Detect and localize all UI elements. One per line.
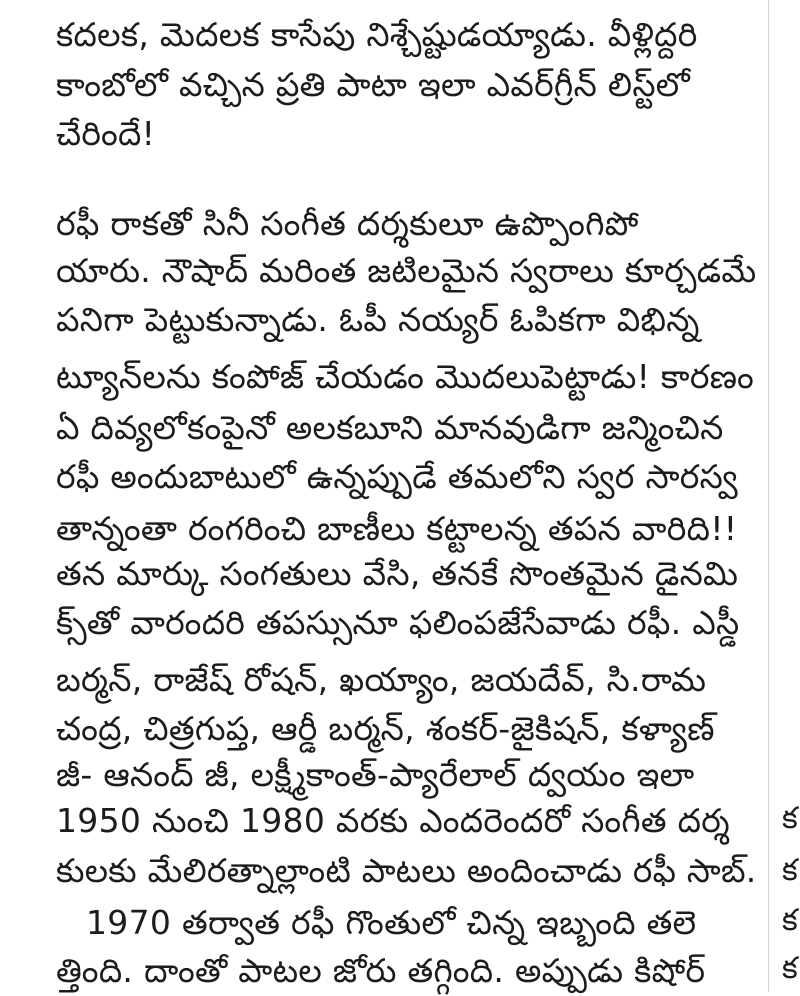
article-line: యారు. నౌషాద్ మరింత జటిలమైన స్వరాలు కూర్చడమే xyxy=(56,251,757,290)
article-line: రఫీ రాకతో సినీ సంగీత దర్శకులూ ఉప్పొంగిపో xyxy=(56,204,639,243)
article-line: తన మార్కు సంగతులు వేసి, తనకే సొంతమైన డైనమి xyxy=(56,554,739,593)
article-line: కులకు మేలిరత్నాల్లాంటి పాటలు అందించాడు రఫీ సాబ్. xyxy=(56,851,757,890)
article-line: ట్యూన్‌లను కంపోజ్ చేయడం మొదలుపెట్టాడు! కారణం xyxy=(56,357,755,396)
article-line: క్స్‌తో వారందరి తపస్సునూ ఫలింపజేసేవాడు రఫీ. ఎస్డీ xyxy=(56,603,740,642)
article-line: తాన్నంతా రంగరించి బాణీలు కట్టాలన్న తపన వారిది!! xyxy=(56,509,738,548)
article-line: త్తింది. దాంతో పాటల జోరు తగ్గింది. అప్పుడు కిషోర్ xyxy=(56,951,706,990)
article-line: కదలక, మెదలక కాసేపు నిశ్చేష్టుడయ్యాడు. వీళ్లిద్దరి xyxy=(56,15,698,54)
next-column-glyph: క xyxy=(782,951,798,986)
article-line: కాంబోలో వచ్చిన ప్రతి పాటా ఇలా ఎవర్‌గ్రీన్ లిస్ట్‌లో xyxy=(56,65,691,104)
column-divider xyxy=(768,0,769,992)
article-line: 1970 తర్వాత రఫీ గొంతులో చిన్న ఇబ్బంది తలె xyxy=(86,903,697,942)
article-line: పనిగా పెట్టుకున్నాడు. ఓపీ నయ్యర్ ఓపికగా విభిన్న xyxy=(56,300,700,339)
next-column-glyph: క xyxy=(782,903,798,938)
article-line: చంద్ర, చిత్రగుప్త, ఆర్డీ బర్మన్, శంకర్-జైకిషన్, కళ్యాణ్ xyxy=(56,709,715,748)
article-line: రఫీ అందుబాటులో ఉన్నప్పుడే తమలోని స్వర సారస్వ xyxy=(56,457,738,496)
next-column-glyph: క xyxy=(782,853,798,888)
article-line: 1950 నుంచి 1980 వరకు ఎందరెందరో సంగీత దర్శ xyxy=(56,801,730,840)
article-line: బర్మన్, రాజేష్ రోషన్, ఖయ్యాం, జయదేవ్, సి.రామ xyxy=(56,660,707,699)
next-column-glyph: క xyxy=(782,801,798,836)
article-line: జీ- ఆనంద్ జీ, లక్ష్మీకాంత్-ప్యారేలాల్ ద్వయం ఇలా xyxy=(56,755,695,794)
article-line: చేరిందే! xyxy=(56,114,156,153)
article-line: ఏ దివ్యలోకంపైనో అలకబూని మానవుడిగా జన్మించిన xyxy=(56,408,724,447)
